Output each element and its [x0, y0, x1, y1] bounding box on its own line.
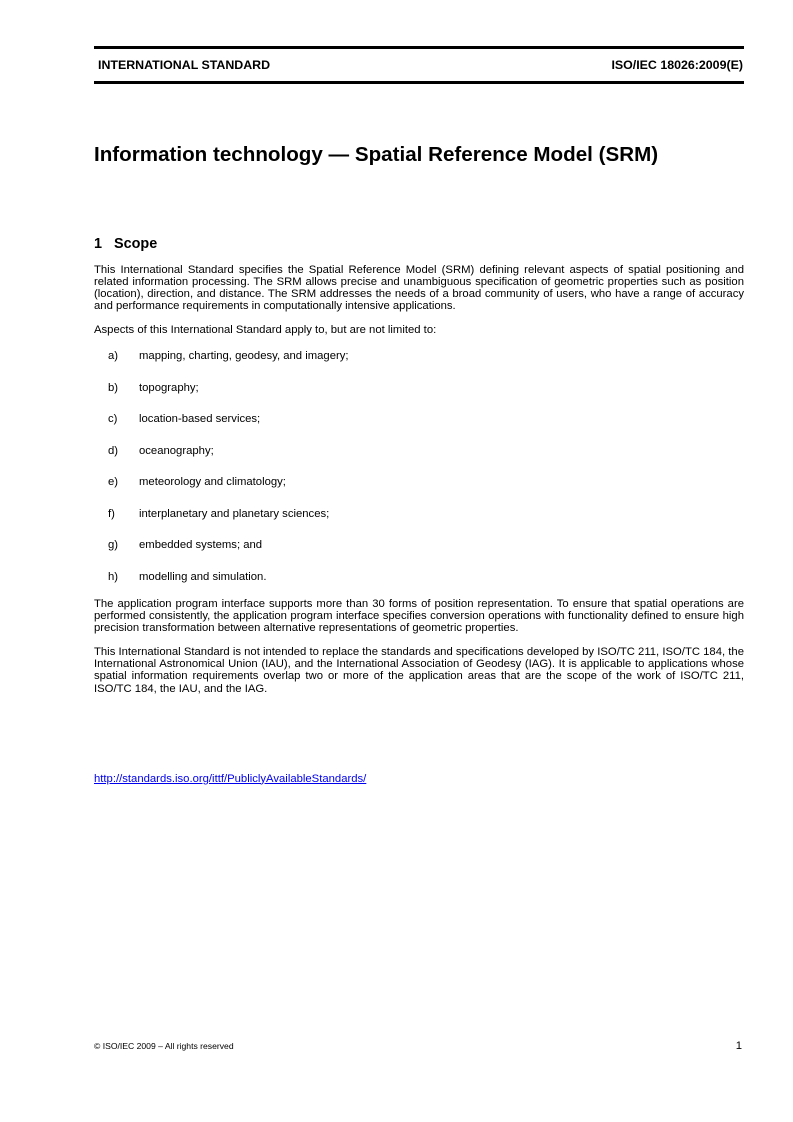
list-item [94, 350, 744, 363]
section-heading [94, 236, 744, 252]
list-item [94, 476, 744, 489]
copyright-notice: © ISO/IEC 2009 – All rights reserved [94, 1041, 234, 1051]
section-number: 1 [94, 236, 103, 252]
list-item [94, 413, 744, 426]
publicly-available-standards-link[interactable]: http://standards.iso.org/ittf/PubliclyAvailableStandards/ [94, 772, 367, 785]
list-item-text: oceanography; [139, 444, 214, 457]
scope-paragraph-1: This International Standard specifies the Spatial Reference Model (SRM) defining relevant aspects of spatial positioning and related information processing. The SRM allows precise and unambiguous specification of geometric properties such as position (location), direction, and distance. The SRM addresses the needs of a broad community of users, who have a range of accuracy and performance requirements in computationally intensive applications. [94, 264, 744, 313]
list-marker: d) [108, 444, 119, 457]
list-item-text: interplanetary and planetary sciences; [139, 507, 330, 520]
scope-paragraph-2: Aspects of this International Standard apply to, but are not limited to: [94, 324, 437, 337]
list-marker: h) [108, 570, 119, 583]
list-item-text: embedded systems; and [139, 539, 263, 552]
list-marker: e) [108, 476, 119, 489]
list-item-text: mapping, charting, geodesy, and imagery; [139, 350, 349, 363]
list-item [94, 508, 744, 521]
list-marker: f) [108, 507, 115, 520]
list-item-text: topography; [139, 381, 199, 394]
list-item [94, 571, 744, 584]
list-item [94, 382, 744, 395]
application-areas-list [94, 350, 744, 584]
page-footer [94, 1040, 744, 1052]
list-marker: g) [108, 539, 119, 552]
list-marker: c) [108, 413, 118, 426]
list-marker: b) [108, 381, 119, 394]
scope-paragraph-3: The application program interface supports more than 30 forms of position representation. To ensure that spatial operations are performed consistently, the application program interface specifies conversion operations with functionality defined to ensure high precision transformation between alternative representations of geometric properties. [94, 597, 744, 635]
page-number: 1 [735, 1040, 742, 1052]
list-item-text: location-based services; [139, 413, 261, 426]
running-header [94, 46, 744, 84]
scope-paragraph-4: This International Standard is not intended to replace the standards and specifications developed by ISO/TC 211, ISO/TC 184, the International Astronomical Union (IAU), and the International Association of Geodesy (IAG). It is applicable to applications whose spatial information requirements overlap two or more of the application areas that are the scope of the work of ISO/TC 211, ISO/TC 184, the IAU, and the IAG. [94, 646, 744, 695]
list-item-text: meteorology and climatology; [139, 476, 286, 489]
list-item [94, 445, 744, 458]
section-title: Scope [114, 236, 158, 252]
header-document-type: INTERNATIONAL STANDARD [98, 58, 271, 72]
list-item [94, 539, 744, 552]
document-title: Information technology — Spatial Reference Model (SRM) [94, 143, 659, 166]
page-body [94, 46, 744, 787]
list-item-text: modelling and simulation. [139, 570, 267, 583]
header-document-number: ISO/IEC 18026:2009(E) [611, 58, 743, 72]
list-marker: a) [108, 350, 119, 363]
